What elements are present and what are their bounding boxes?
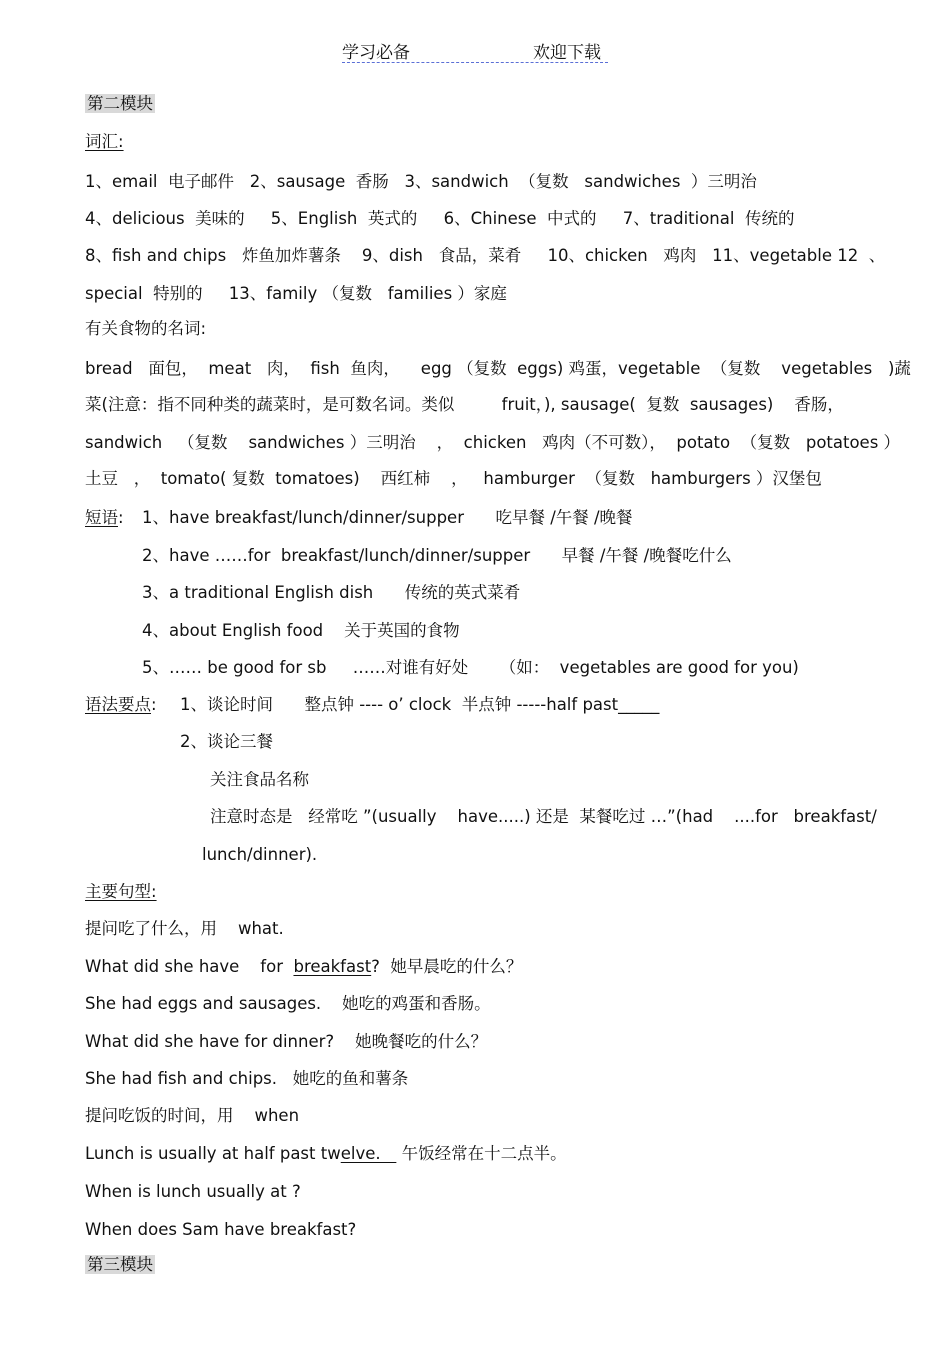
phrase-item: 3、a traditional English dish 传统的英式菜肴: [142, 583, 521, 602]
sentence-line: When is lunch usually at ?: [85, 1182, 301, 1201]
sentence-line: She had eggs and sausages. 她吃的鸡蛋和香肠。: [85, 994, 491, 1013]
phrase-item: 1、have breakfast/lunch/dinner/supper 吃早餐 /午餐 /晚餐: [142, 508, 633, 527]
header-right: 欢迎下载: [533, 43, 601, 63]
sentence-line: What did she have for dinner? 她晚餐吃的什么？: [85, 1032, 488, 1051]
sentence-line: Lunch is usually at half past twelve. 午饭经常在十二点半。: [85, 1144, 567, 1163]
grammar-note: 注意时态是 经常吃 ”(usually have.....) 还是 某餐吃过 …”(had ....for breakfast/: [210, 807, 877, 826]
vocab-label: 词汇:: [85, 132, 124, 151]
phrases-label: 短语:: [85, 508, 124, 527]
phrase-item: 5、…… be good for sb ……对谁有好处 （如： vegetables are good for you): [142, 658, 799, 677]
grammar-item: 2、谈论三餐: [180, 732, 273, 751]
vocab-line: 1、email 电子邮件 2、sausage 香肠 3、sandwich （复数 sandwiches ）三明治: [85, 172, 757, 191]
phrase-item: 4、about English food 关于英国的食物: [142, 621, 460, 640]
sentence-line: What did she have for breakfast? 她早晨吃的什么？: [85, 957, 523, 976]
grammar-item: 1、谈论时间 整点钟 ---- o’ clock 半点钟 -----half past_____: [180, 695, 660, 714]
section-title-module-3: 第三模块: [87, 1255, 153, 1274]
grammar-note: 关注食品名称: [210, 770, 309, 789]
food-nouns-line: bread 面包， meat 肉， fish 鱼肉， egg （复数 eggs) 鸡蛋，vegetable （复数 vegetables )蔬: [85, 359, 911, 378]
food-nouns-line: sandwich （复数 sandwiches ）三明治 ， chicken 鸡肉（不可数）， potato （复数 potatoes ）: [85, 433, 901, 452]
section-title-module-2: 第二模块: [87, 94, 153, 113]
grammar-label: 语法要点:: [85, 695, 157, 714]
sentence-line: She had fish and chips. 她吃的鱼和薯条: [85, 1069, 409, 1088]
vocab-line: 8、fish and chips 炸鱼加炸薯条 9、dish 食品，菜肴 10、chicken 鸡肉 11、vegetable 12 、: [85, 246, 886, 265]
vocab-line: special 特别的 13、family （复数 families ）家庭: [85, 284, 507, 303]
sentence-line: 提问吃饭的时间，用 when: [85, 1106, 300, 1125]
grammar-note: lunch/dinner).: [202, 845, 318, 864]
header-left: 学习必备: [342, 43, 410, 63]
phrase-item: 2、have ……for breakfast/lunch/dinner/supper 早餐 /午餐 /晚餐吃什么: [142, 546, 732, 565]
food-nouns-line: 菜(注意：指不同种类的蔬菜时，是可数名词。类似 fruit，), sausage( 复数 sausages) 香肠，: [85, 395, 844, 414]
header-divider: [342, 62, 608, 63]
sentence-line: 提问吃了什么，用 what.: [85, 919, 284, 938]
sentences-label: 主要句型:: [85, 882, 157, 901]
sentence-line: When does Sam have breakfast?: [85, 1220, 357, 1239]
food-nouns-label: 有关食物的名词:: [85, 319, 207, 338]
food-nouns-line: 土豆 ， tomato( 复数 tomatoes) 西红柿 ， hamburger （复数 hamburgers ）汉堡包: [85, 469, 822, 488]
vocab-line: 4、delicious 美味的 5、English 英式的 6、Chinese 中式的 7、traditional 传统的: [85, 209, 795, 228]
